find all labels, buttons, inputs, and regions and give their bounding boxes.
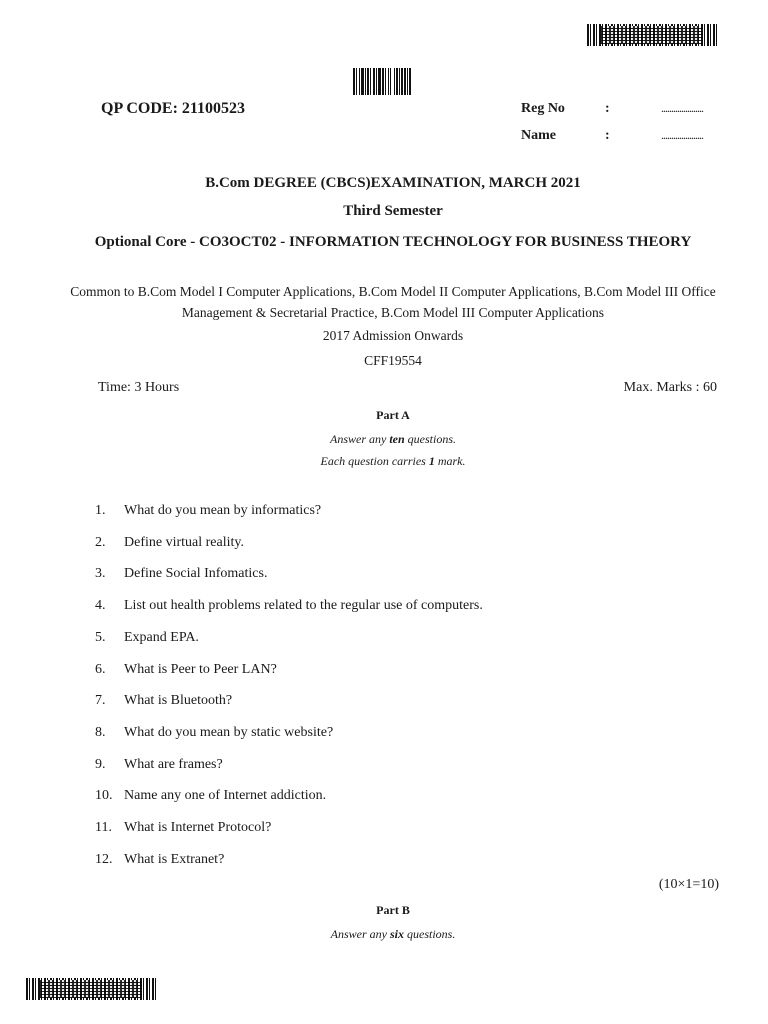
question-text: List out health problems related to the regular use of computers.	[124, 598, 483, 614]
bottom-left-barcode	[26, 978, 156, 1000]
exam-time: Time: 3 Hours	[98, 380, 180, 395]
question-item	[95, 535, 244, 551]
question-number: 5.	[95, 629, 106, 645]
course-title: Optional Core - CO3OCT02 - INFORMATION TECHNOLOGY FOR BUSINESS THEORY	[94, 234, 692, 250]
reg-no-label: Reg No	[521, 101, 565, 116]
question-number: 11.	[95, 820, 112, 835]
question-text: What do you mean by static website?	[124, 724, 334, 740]
part-a-instruction: Answer any ten questions.	[329, 432, 456, 446]
question-text: What is Bluetooth?	[124, 693, 233, 709]
question-number: 4.	[95, 598, 106, 614]
question-number: 10.	[95, 788, 113, 804]
admission-year: 2017 Admission Onwards	[322, 328, 464, 343]
question-number: 6.	[95, 661, 106, 677]
question-number: 7.	[95, 693, 106, 709]
question-number: 8.	[95, 724, 106, 740]
question-number: 1.	[95, 503, 106, 518]
qp-code: QP CODE: 21100523	[101, 100, 246, 117]
question-text: What are frames?	[124, 756, 223, 772]
question-item	[95, 598, 483, 614]
question-item	[95, 566, 267, 582]
name-blank: .....................	[661, 128, 703, 142]
question-item	[95, 757, 223, 773]
question-item	[95, 662, 277, 678]
part-a-marks-note: Each question carries 1 mark.	[320, 454, 466, 468]
max-marks: Max. Marks : 60	[623, 380, 717, 395]
question-item	[95, 503, 321, 519]
question-number: 2.	[95, 534, 106, 550]
question-item	[95, 693, 232, 709]
question-text: What do you mean by informatics?	[124, 503, 322, 518]
part-b-instruction: Answer any six questions.	[330, 927, 456, 941]
question-text: What is Extranet?	[124, 851, 225, 867]
common-to: Common to B.Com Model I Computer Applications, B.Com Model II Computer Applications, B.Com Model III Office Management & Secretarial Practice, B.Com Model III Computer Applications	[70, 284, 716, 320]
part-a-heading: Part A	[376, 408, 410, 422]
question-text: Define Social Infomatics.	[124, 566, 268, 582]
center-barcode	[353, 68, 429, 95]
question-text: Name any one of Internet addiction.	[124, 788, 327, 804]
question-text: What is Internet Protocol?	[124, 820, 272, 835]
question-item	[95, 630, 199, 646]
question-number: 12.	[95, 851, 113, 867]
semester: Third Semester	[343, 203, 443, 219]
question-item	[95, 820, 271, 836]
part-a-tally: (10×1=10)	[658, 877, 719, 892]
name-colon: :	[605, 128, 610, 143]
paper-code: CFF19554	[364, 353, 422, 368]
question-text: What is Peer to Peer LAN?	[124, 661, 277, 677]
top-right-barcode	[587, 24, 717, 46]
name-label: Name	[521, 128, 556, 143]
reg-no-colon: :	[605, 101, 610, 116]
question-number: 3.	[95, 566, 106, 582]
part-b-heading: Part B	[376, 903, 410, 917]
question-text: Expand EPA.	[124, 629, 199, 645]
question-text: Define virtual reality.	[124, 534, 244, 550]
exam-title: B.Com DEGREE (CBCS)EXAMINATION, MARCH 2021	[205, 175, 581, 191]
question-item	[95, 788, 326, 804]
question-item	[95, 725, 333, 741]
question-item	[95, 852, 224, 868]
reg-no-blank: .....................	[661, 101, 703, 115]
question-number: 9.	[95, 756, 106, 772]
